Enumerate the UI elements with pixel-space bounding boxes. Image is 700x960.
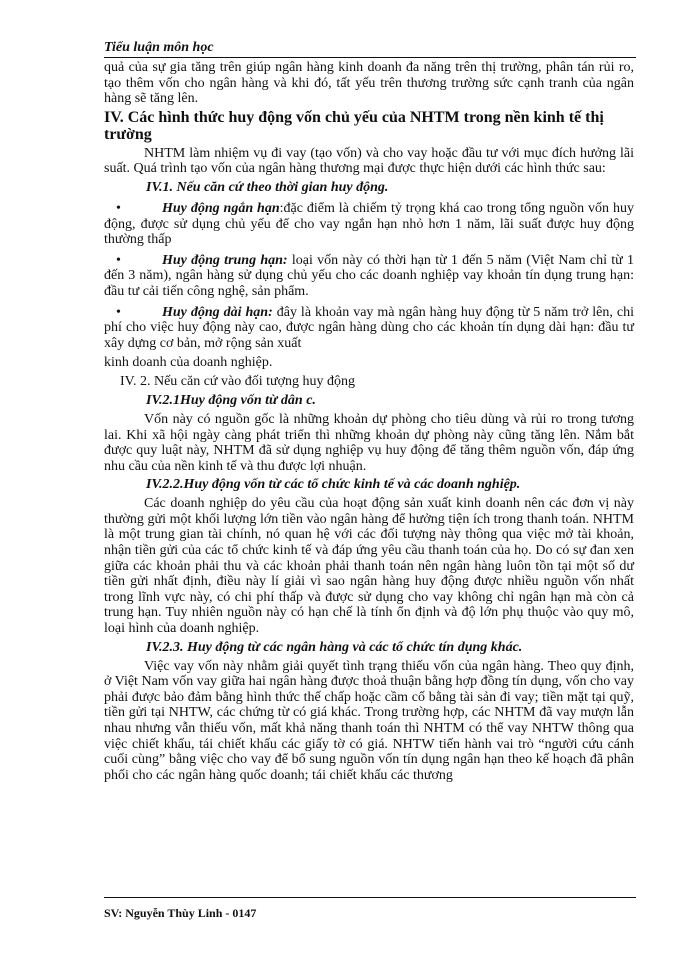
- subsection-heading-iv22: IV.2.2.Huy động vốn từ các tổ chức kinh tế và các doanh nghiệp.: [146, 477, 521, 493]
- paragraph-intro: quả của sự gia tăng trên giúp ngân hàng kinh doanh đa năng trên thị trường, phân tán rủi ro, tạo thêm vốn cho ngân hàng và khi đó, tất yếu trên thương trường sức cạnh tranh của ngân hàng sẽ tăng lên.: [104, 60, 634, 107]
- footer-rule: [104, 897, 636, 898]
- subsection-heading-iv23: IV.2.3. Huy động từ các ngân hàng và các tổ chức tín dụng khác.: [146, 639, 523, 655]
- bullet-item-long-term: [104, 305, 634, 352]
- bullet-item-short-term: [104, 201, 634, 248]
- paragraph-iv22: Các doanh nghiệp do yêu cầu của hoạt động sản xuất kinh doanh nên các đơn vị này thường gửi một khối lượng lớn tiền vào ngân hàng để hưởng tiện ích trong thanh toán. NHTM là một trung gian tài chính, nó quan hệ với các đối tượng này thông qua việc mở tài khoản, nhận tiền gửi của các tổ chức kinh tế và đáp ứng yêu cầu thanh toán của họ. Do có sự đan xen giữa các khoản phải thu và các khoản phải thanh toán nên ngân hàng luôn tồn tại một số dư tiền gửi nhất định, điều này lí giải vì sao ngân hàng huy động được nhiều nguồn vốn nhất trong lĩnh vực này, có chi phí thấp và được sử dụng cho vay không chỉ ngân hạn mà còn cả trung hạn. Tuy nhiên nguồn này có hạn chế là tính ổn định và độ lớn phụ thuộc vào quy mô, loại hình của doanh nghiệp.: [104, 496, 634, 637]
- bullet-text: đây là khoản vay mà ngân hàng huy động từ 5 năm trở lên, chi phí cho việc huy động này cao, được ngân hàng dùng cho các khoản tín dụng dài hạn: đầu tư xây dựng cơ bản, mở rộng sản xuất: [104, 304, 634, 351]
- bullet-icon: •: [116, 304, 121, 320]
- subsection-heading-iv1: IV.1. Nếu căn cứ theo thời gian huy động.: [146, 179, 389, 195]
- paragraph-iv23: Việc vay vốn này nhằm giải quyết tình trạng thiếu vốn của ngân hàng. Theo quy định, ở Việt Nam vốn vay giữa hai ngân hàng được thoả thuận bằng hợp đồng tín dụng, vốn cho vay phải được bảo đảm bằng hình thức thế chấp hoặc cầm cố bằng tài sản đi vay; tiền mặt tại quỹ, tiền gửi tại NHTW, các chứng từ có giá khác. Trong trường hợp, các NHTM đã vay mượn lẫn nhau nhưng vẫn thiếu vốn, mất khả năng thanh toán thì NHTM có thể vay NHTW thông qua việc chiết khấu, tái chiết khấu các giấy tờ có giá. NHTW tiến hành vai trò “người cứu cánh cuối cùng” bằng việc cho vay để bổ sung nguồn vốn tín dụng ngân hạn theo kế hoạch đã phân phối cho các ngân hàng quốc doanh; tái chiết khấu các thương: [104, 658, 634, 783]
- bullet-term: Huy động ngắn hạn: [162, 200, 280, 216]
- page-body: [104, 60, 634, 783]
- paragraph-iv: NHTM làm nhiệm vụ đi vay (tạo vốn) và cho vay hoặc đầu tư với mục đích hưởng lãi suất. Quá trình tạo vốn của ngân hàng thương mại được thực hiện dưới các hình thức sau:: [104, 145, 634, 177]
- running-footer: SV: Nguyễn Thùy Linh - 0147: [104, 906, 257, 920]
- paragraph-iv21: Vốn này có nguồn gốc là những khoản dự phòng cho tiêu dùng và rủi ro trong tương lai. Khi xã hội ngày càng phát triển thì những khoản dự phòng này cũng tăng lên. Nắm bắt được quy luật này, NHTM đã sử dụng nghiệp vụ huy động để tăng thêm nguồn vốn, đáp ứng nhu cầu của nền kinh tế và thu được lợi nhuận.: [104, 411, 634, 474]
- header-rule: [104, 57, 636, 58]
- bullet-term: Huy động dài hạn:: [162, 304, 273, 320]
- bullet-text: :đặc điểm là chiếm tỷ trọng khá cao trong tổng nguồn vốn huy động, được sử dụng chủ yếu để cho vay ngắn hạn nhỏ hơn 1 năm, lãi suất được huy động thường thấp: [104, 200, 634, 248]
- subsection-heading-iv2: IV. 2. Nếu căn cứ vào đối tượng huy động: [120, 373, 356, 389]
- section-heading-iv: IV. Các hình thức huy động vốn chủ yếu của NHTM trong nền kinh tế thị trường: [104, 108, 604, 143]
- bullet-icon: •: [116, 252, 121, 268]
- running-header: Tiểu luận môn học: [104, 40, 214, 55]
- bullet-icon: •: [116, 200, 121, 216]
- paragraph-after-bullets: kinh doanh của doanh nghiệp.: [104, 355, 273, 371]
- subsection-heading-iv21: IV.2.1Huy động vốn từ dân c.: [146, 392, 316, 408]
- bullet-item-medium-term: [104, 253, 634, 300]
- bullet-term: Huy động trung hạn:: [162, 252, 288, 268]
- bullet-text: loại vốn này có thời hạn từ 1 đến 5 năm (Việt Nam chỉ từ 1 đến 3 năm), ngân hàng sử dụng chủ yếu cho các doanh nghiệp vay khoản tín dụng trung hạn: đầu tư cải tiến công nghệ, sản phẩm.: [104, 252, 634, 299]
